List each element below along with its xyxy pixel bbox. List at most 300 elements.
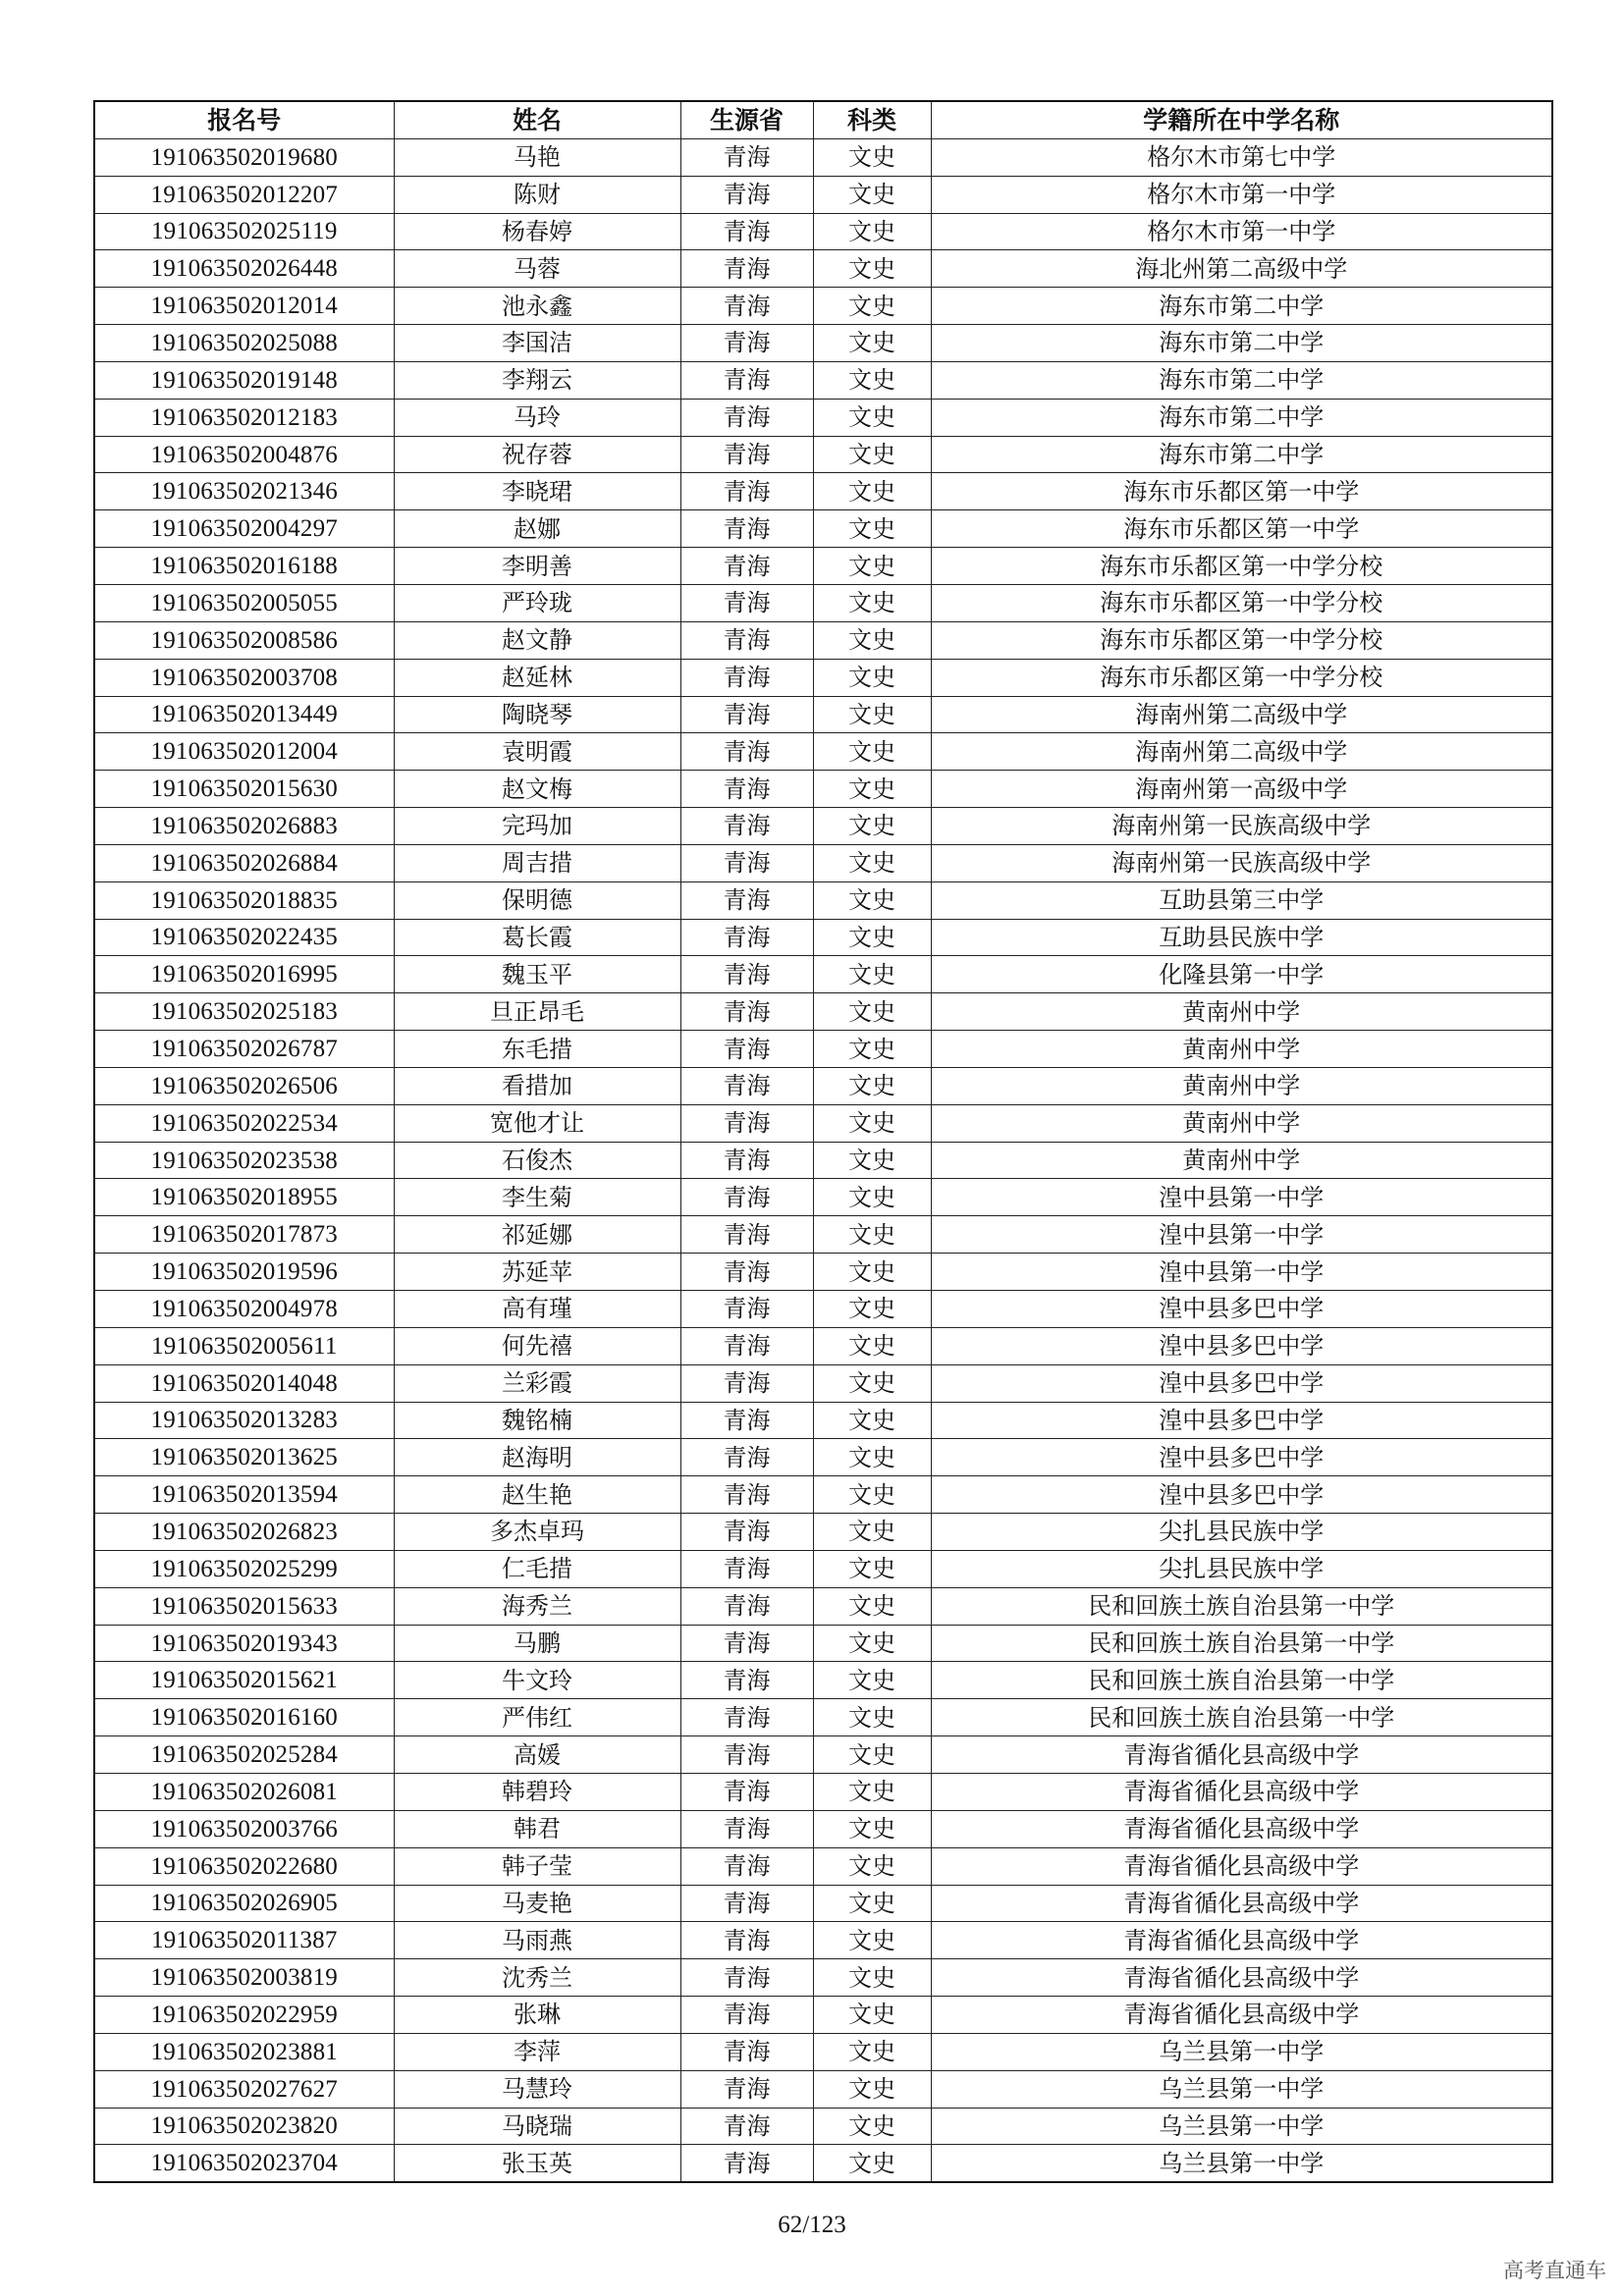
province-cell: 青海	[680, 325, 813, 362]
table-row	[94, 1699, 1552, 1736]
table-row	[94, 1254, 1552, 1291]
category-cell: 文史	[813, 1364, 931, 1402]
registration-number-cell: 191063502013594	[94, 1476, 394, 1514]
province-cell: 青海	[680, 1327, 813, 1364]
category-cell: 文史	[813, 1699, 931, 1736]
name-cell: 苏延苹	[394, 1254, 680, 1291]
category-cell: 文史	[813, 1514, 931, 1551]
school-cell: 海东市第二中学	[931, 436, 1552, 473]
category-cell: 文史	[813, 1104, 931, 1142]
category-cell: 文史	[813, 1550, 931, 1587]
registration-number-cell: 191063502022959	[94, 1997, 394, 2034]
school-cell: 民和回族土族自治县第一中学	[931, 1699, 1552, 1736]
school-cell: 黄南州中学	[931, 993, 1552, 1031]
category-cell: 文史	[813, 621, 931, 659]
name-cell: 严玲珑	[394, 584, 680, 621]
name-cell: 池永鑫	[394, 288, 680, 325]
province-cell: 青海	[680, 993, 813, 1031]
name-cell: 旦正昂毛	[394, 993, 680, 1031]
school-cell: 湟中县多巴中学	[931, 1402, 1552, 1439]
registration-number-cell: 191063502019680	[94, 138, 394, 176]
name-cell: 沈秀兰	[394, 1959, 680, 1997]
category-cell: 文史	[813, 771, 931, 808]
registration-number-cell: 191063502026448	[94, 250, 394, 288]
province-cell: 青海	[680, 1997, 813, 2034]
name-cell: 赵文梅	[394, 771, 680, 808]
name-cell: 保明德	[394, 881, 680, 919]
province-cell: 青海	[680, 659, 813, 696]
category-cell: 文史	[813, 1216, 931, 1254]
school-cell: 湟中县第一中学	[931, 1216, 1552, 1254]
province-cell: 青海	[680, 1364, 813, 1402]
school-cell: 青海省循化县高级中学	[931, 1847, 1552, 1885]
school-cell: 乌兰县第一中学	[931, 2108, 1552, 2145]
province-cell: 青海	[680, 1550, 813, 1587]
province-cell: 青海	[680, 1142, 813, 1179]
province-cell: 青海	[680, 436, 813, 473]
name-cell: 李国洁	[394, 325, 680, 362]
registration-number-cell: 191063502022534	[94, 1104, 394, 1142]
category-cell: 文史	[813, 2070, 931, 2108]
school-cell: 海东市乐都区第一中学分校	[931, 548, 1552, 585]
school-cell: 海南州第二高级中学	[931, 696, 1552, 733]
category-cell: 文史	[813, 2108, 931, 2145]
category-cell: 文史	[813, 2145, 931, 2182]
table-row	[94, 1031, 1552, 1068]
category-cell: 文史	[813, 436, 931, 473]
name-cell: 周吉措	[394, 844, 680, 881]
registration-number-cell: 191063502023881	[94, 2033, 394, 2070]
category-cell: 文史	[813, 881, 931, 919]
name-cell: 葛长霞	[394, 919, 680, 956]
province-cell: 青海	[680, 881, 813, 919]
province-cell: 青海	[680, 473, 813, 510]
registration-number-cell: 191063502003766	[94, 1810, 394, 1847]
province-cell: 青海	[680, 1476, 813, 1514]
registration-number-cell: 191063502015633	[94, 1587, 394, 1625]
registration-number-cell: 191063502019148	[94, 361, 394, 399]
province-cell: 青海	[680, 1031, 813, 1068]
school-cell: 海东市第二中学	[931, 288, 1552, 325]
category-cell: 文史	[813, 176, 931, 213]
school-cell: 海东市乐都区第一中学分校	[931, 621, 1552, 659]
table-row	[94, 2108, 1552, 2145]
province-cell: 青海	[680, 1291, 813, 1328]
table-row	[94, 1625, 1552, 1662]
name-cell: 赵生艳	[394, 1476, 680, 1514]
province-cell: 青海	[680, 510, 813, 548]
table-row	[94, 696, 1552, 733]
province-cell: 青海	[680, 548, 813, 585]
table-row	[94, 1662, 1552, 1699]
name-cell: 魏铭楠	[394, 1402, 680, 1439]
table-row	[94, 1997, 1552, 2034]
name-cell: 马蓉	[394, 250, 680, 288]
province-cell: 青海	[680, 1104, 813, 1142]
province-cell: 青海	[680, 1699, 813, 1736]
category-cell: 文史	[813, 1959, 931, 1997]
name-cell: 李明善	[394, 548, 680, 585]
category-cell: 文史	[813, 510, 931, 548]
name-cell: 赵延林	[394, 659, 680, 696]
province-cell: 青海	[680, 1736, 813, 1774]
school-cell: 互助县第三中学	[931, 881, 1552, 919]
province-cell: 青海	[680, 1847, 813, 1885]
category-cell: 文史	[813, 1439, 931, 1476]
school-cell: 黄南州中学	[931, 1031, 1552, 1068]
table-row	[94, 1587, 1552, 1625]
table-row	[94, 176, 1552, 213]
school-cell: 海南州第一高级中学	[931, 771, 1552, 808]
table-row	[94, 1439, 1552, 1476]
province-cell: 青海	[680, 771, 813, 808]
table-row	[94, 436, 1552, 473]
province-cell: 青海	[680, 1179, 813, 1216]
name-cell: 陈财	[394, 176, 680, 213]
school-cell: 民和回族土族自治县第一中学	[931, 1625, 1552, 1662]
province-cell: 青海	[680, 1773, 813, 1810]
table-row	[94, 956, 1552, 993]
category-cell: 文史	[813, 993, 931, 1031]
table-row	[94, 1291, 1552, 1328]
table-row	[94, 250, 1552, 288]
school-cell: 黄南州中学	[931, 1067, 1552, 1104]
name-cell: 马雨燕	[394, 1922, 680, 1959]
province-cell: 青海	[680, 1514, 813, 1551]
province-cell: 青海	[680, 919, 813, 956]
table-row	[94, 733, 1552, 771]
registration-number-cell: 191063502018955	[94, 1179, 394, 1216]
school-cell: 尖扎县民族中学	[931, 1550, 1552, 1587]
category-cell: 文史	[813, 2033, 931, 2070]
name-cell: 陶晓琴	[394, 696, 680, 733]
province-cell: 青海	[680, 2033, 813, 2070]
category-cell: 文史	[813, 361, 931, 399]
registration-number-cell: 191063502013449	[94, 696, 394, 733]
table-row	[94, 548, 1552, 585]
name-cell: 李翔云	[394, 361, 680, 399]
school-cell: 青海省循化县高级中学	[931, 1810, 1552, 1847]
school-cell: 海东市乐都区第一中学分校	[931, 584, 1552, 621]
school-cell: 青海省循化县高级中学	[931, 1885, 1552, 1922]
header-name: 姓名	[394, 101, 680, 138]
registration-number-cell: 191063502023538	[94, 1142, 394, 1179]
category-cell: 文史	[813, 1847, 931, 1885]
name-cell: 李萍	[394, 2033, 680, 2070]
category-cell: 文史	[813, 1810, 931, 1847]
table-row	[94, 993, 1552, 1031]
category-cell: 文史	[813, 1291, 931, 1328]
category-cell: 文史	[813, 399, 931, 436]
registration-number-cell: 191063502023820	[94, 2108, 394, 2145]
table-row	[94, 399, 1552, 436]
category-cell: 文史	[813, 250, 931, 288]
category-cell: 文史	[813, 1067, 931, 1104]
header-registration-number: 报名号	[94, 101, 394, 138]
registration-number-cell: 191063502019596	[94, 1254, 394, 1291]
school-cell: 格尔木市第七中学	[931, 138, 1552, 176]
category-cell: 文史	[813, 584, 931, 621]
table-row	[94, 881, 1552, 919]
province-cell: 青海	[680, 1922, 813, 1959]
registration-number-cell: 191063502013625	[94, 1439, 394, 1476]
table-row	[94, 2033, 1552, 2070]
registration-number-cell: 191063502025119	[94, 213, 394, 250]
province-cell: 青海	[680, 1216, 813, 1254]
table-row	[94, 621, 1552, 659]
name-cell: 赵海明	[394, 1439, 680, 1476]
category-cell: 文史	[813, 1922, 931, 1959]
category-cell: 文史	[813, 138, 931, 176]
name-cell: 韩君	[394, 1810, 680, 1847]
registration-number-cell: 191063502012183	[94, 399, 394, 436]
category-cell: 文史	[813, 1885, 931, 1922]
table-row	[94, 2145, 1552, 2182]
name-cell: 牛文玲	[394, 1662, 680, 1699]
school-cell: 互助县民族中学	[931, 919, 1552, 956]
school-cell: 海南州第二高级中学	[931, 733, 1552, 771]
school-cell: 格尔木市第一中学	[931, 213, 1552, 250]
table-row	[94, 584, 1552, 621]
registration-number-cell: 191063502014048	[94, 1364, 394, 1402]
school-cell: 海东市乐都区第一中学	[931, 510, 1552, 548]
registration-number-cell: 191063502004978	[94, 1291, 394, 1328]
province-cell: 青海	[680, 176, 813, 213]
table-row	[94, 1179, 1552, 1216]
school-cell: 乌兰县第一中学	[931, 2033, 1552, 2070]
name-cell: 李晓珺	[394, 473, 680, 510]
table-row	[94, 1142, 1552, 1179]
category-cell: 文史	[813, 1587, 931, 1625]
name-cell: 何先禧	[394, 1327, 680, 1364]
school-cell: 青海省循化县高级中学	[931, 1997, 1552, 2034]
table-body	[94, 138, 1552, 2182]
province-cell: 青海	[680, 399, 813, 436]
school-cell: 海东市第二中学	[931, 361, 1552, 399]
school-cell: 化隆县第一中学	[931, 956, 1552, 993]
category-cell: 文史	[813, 659, 931, 696]
table-row	[94, 919, 1552, 956]
province-cell: 青海	[680, 361, 813, 399]
name-cell: 祁延娜	[394, 1216, 680, 1254]
name-cell: 袁明霞	[394, 733, 680, 771]
province-cell: 青海	[680, 1402, 813, 1439]
name-cell: 严伟红	[394, 1699, 680, 1736]
registration-number-cell: 191063502004876	[94, 436, 394, 473]
name-cell: 兰彩霞	[394, 1364, 680, 1402]
registration-number-cell: 191063502008586	[94, 621, 394, 659]
table-row	[94, 1514, 1552, 1551]
school-cell: 乌兰县第一中学	[931, 2145, 1552, 2182]
registration-number-cell: 191063502005611	[94, 1327, 394, 1364]
table-row	[94, 1885, 1552, 1922]
category-cell: 文史	[813, 1327, 931, 1364]
header-subject-category: 科类	[813, 101, 931, 138]
name-cell: 马慧玲	[394, 2070, 680, 2108]
category-cell: 文史	[813, 1476, 931, 1514]
table-row	[94, 473, 1552, 510]
school-cell: 海东市乐都区第一中学	[931, 473, 1552, 510]
school-cell: 青海省循化县高级中学	[931, 1922, 1552, 1959]
category-cell: 文史	[813, 1662, 931, 1699]
registration-number-cell: 191063502025088	[94, 325, 394, 362]
name-cell: 石俊杰	[394, 1142, 680, 1179]
category-cell: 文史	[813, 548, 931, 585]
registration-number-cell: 191063502026506	[94, 1067, 394, 1104]
province-cell: 青海	[680, 138, 813, 176]
registration-number-cell: 191063502012004	[94, 733, 394, 771]
table-row	[94, 659, 1552, 696]
registration-number-cell: 191063502011387	[94, 1922, 394, 1959]
name-cell: 多杰卓玛	[394, 1514, 680, 1551]
table-row	[94, 1847, 1552, 1885]
registration-number-cell: 191063502022680	[94, 1847, 394, 1885]
province-cell: 青海	[680, 621, 813, 659]
name-cell: 海秀兰	[394, 1587, 680, 1625]
name-cell: 魏玉平	[394, 956, 680, 993]
table-row	[94, 844, 1552, 881]
province-cell: 青海	[680, 1662, 813, 1699]
school-cell: 湟中县多巴中学	[931, 1476, 1552, 1514]
category-cell: 文史	[813, 325, 931, 362]
name-cell: 看措加	[394, 1067, 680, 1104]
registration-number-cell: 191063502019343	[94, 1625, 394, 1662]
watermark-text: 高考直通车	[1503, 2259, 1606, 2282]
category-cell: 文史	[813, 1402, 931, 1439]
school-cell: 海北州第二高级中学	[931, 250, 1552, 288]
table-row	[94, 325, 1552, 362]
category-cell: 文史	[813, 956, 931, 993]
registration-number-cell: 191063502017873	[94, 1216, 394, 1254]
registration-number-cell: 191063502022435	[94, 919, 394, 956]
name-cell: 马晓瑞	[394, 2108, 680, 2145]
registration-number-cell: 191063502025183	[94, 993, 394, 1031]
school-cell: 湟中县第一中学	[931, 1254, 1552, 1291]
province-cell: 青海	[680, 808, 813, 845]
name-cell: 韩子莹	[394, 1847, 680, 1885]
name-cell: 马玲	[394, 399, 680, 436]
name-cell: 赵娜	[394, 510, 680, 548]
name-cell: 祝存蓉	[394, 436, 680, 473]
province-cell: 青海	[680, 1587, 813, 1625]
registration-number-cell: 191063502016188	[94, 548, 394, 585]
school-cell: 民和回族土族自治县第一中学	[931, 1587, 1552, 1625]
province-cell: 青海	[680, 844, 813, 881]
table-row	[94, 1736, 1552, 1774]
province-cell: 青海	[680, 2145, 813, 2182]
table-row	[94, 771, 1552, 808]
category-cell: 文史	[813, 1773, 931, 1810]
table-row	[94, 288, 1552, 325]
registration-number-cell: 191063502027627	[94, 2070, 394, 2108]
province-cell: 青海	[680, 1067, 813, 1104]
school-cell: 海东市乐都区第一中学分校	[931, 659, 1552, 696]
province-cell: 青海	[680, 1810, 813, 1847]
name-cell: 张琳	[394, 1997, 680, 2034]
registration-number-cell: 191063502018835	[94, 881, 394, 919]
registration-number-cell: 191063502026905	[94, 1885, 394, 1922]
province-cell: 青海	[680, 1254, 813, 1291]
province-cell: 青海	[680, 250, 813, 288]
category-cell: 文史	[813, 213, 931, 250]
province-cell: 青海	[680, 1439, 813, 1476]
registration-number-cell: 191063502004297	[94, 510, 394, 548]
category-cell: 文史	[813, 1142, 931, 1179]
province-cell: 青海	[680, 288, 813, 325]
school-cell: 格尔木市第一中学	[931, 176, 1552, 213]
school-cell: 湟中县多巴中学	[931, 1291, 1552, 1328]
registration-number-cell: 191063502016160	[94, 1699, 394, 1736]
province-cell: 青海	[680, 2108, 813, 2145]
table-row	[94, 1104, 1552, 1142]
table-row	[94, 1067, 1552, 1104]
school-cell: 青海省循化县高级中学	[931, 1959, 1552, 1997]
category-cell: 文史	[813, 1179, 931, 1216]
province-cell: 青海	[680, 956, 813, 993]
school-cell: 海南州第一民族高级中学	[931, 808, 1552, 845]
table-row	[94, 2070, 1552, 2108]
school-cell: 海南州第一民族高级中学	[931, 844, 1552, 881]
name-cell: 东毛措	[394, 1031, 680, 1068]
registration-number-cell: 191063502021346	[94, 473, 394, 510]
table-row	[94, 808, 1552, 845]
province-cell: 青海	[680, 1625, 813, 1662]
table-row	[94, 1327, 1552, 1364]
table-row	[94, 213, 1552, 250]
category-cell: 文史	[813, 919, 931, 956]
registration-number-cell: 191063502026081	[94, 1773, 394, 1810]
table-row	[94, 1773, 1552, 1810]
province-cell: 青海	[680, 1959, 813, 1997]
school-cell: 湟中县多巴中学	[931, 1364, 1552, 1402]
registration-number-cell: 191063502026787	[94, 1031, 394, 1068]
registration-number-cell: 191063502025284	[94, 1736, 394, 1774]
table-row	[94, 1959, 1552, 1997]
school-cell: 尖扎县民族中学	[931, 1514, 1552, 1551]
school-cell: 黄南州中学	[931, 1104, 1552, 1142]
category-cell: 文史	[813, 1254, 931, 1291]
school-cell: 乌兰县第一中学	[931, 2070, 1552, 2108]
province-cell: 青海	[680, 213, 813, 250]
name-cell: 高媛	[394, 1736, 680, 1774]
name-cell: 韩碧玲	[394, 1773, 680, 1810]
category-cell: 文史	[813, 1736, 931, 1774]
category-cell: 文史	[813, 1997, 931, 2034]
table-row	[94, 1810, 1552, 1847]
registration-number-cell: 191063502026883	[94, 808, 394, 845]
province-cell: 青海	[680, 584, 813, 621]
page-number: 62/123	[778, 2212, 846, 2238]
registration-number-cell: 191063502025299	[94, 1550, 394, 1587]
header-source-province: 生源省	[680, 101, 813, 138]
name-cell: 李生菊	[394, 1179, 680, 1216]
category-cell: 文史	[813, 1625, 931, 1662]
name-cell: 宽他才让	[394, 1104, 680, 1142]
header-school-name: 学籍所在中学名称	[931, 101, 1552, 138]
school-cell: 黄南州中学	[931, 1142, 1552, 1179]
name-cell: 张玉英	[394, 2145, 680, 2182]
category-cell: 文史	[813, 844, 931, 881]
name-cell: 赵文静	[394, 621, 680, 659]
registration-number-cell: 191063502003708	[94, 659, 394, 696]
name-cell: 马麦艳	[394, 1885, 680, 1922]
table-row	[94, 1402, 1552, 1439]
school-cell: 湟中县第一中学	[931, 1179, 1552, 1216]
table-row	[94, 1216, 1552, 1254]
table-header-row	[94, 101, 1552, 138]
registration-number-cell: 191063502015621	[94, 1662, 394, 1699]
province-cell: 青海	[680, 2070, 813, 2108]
